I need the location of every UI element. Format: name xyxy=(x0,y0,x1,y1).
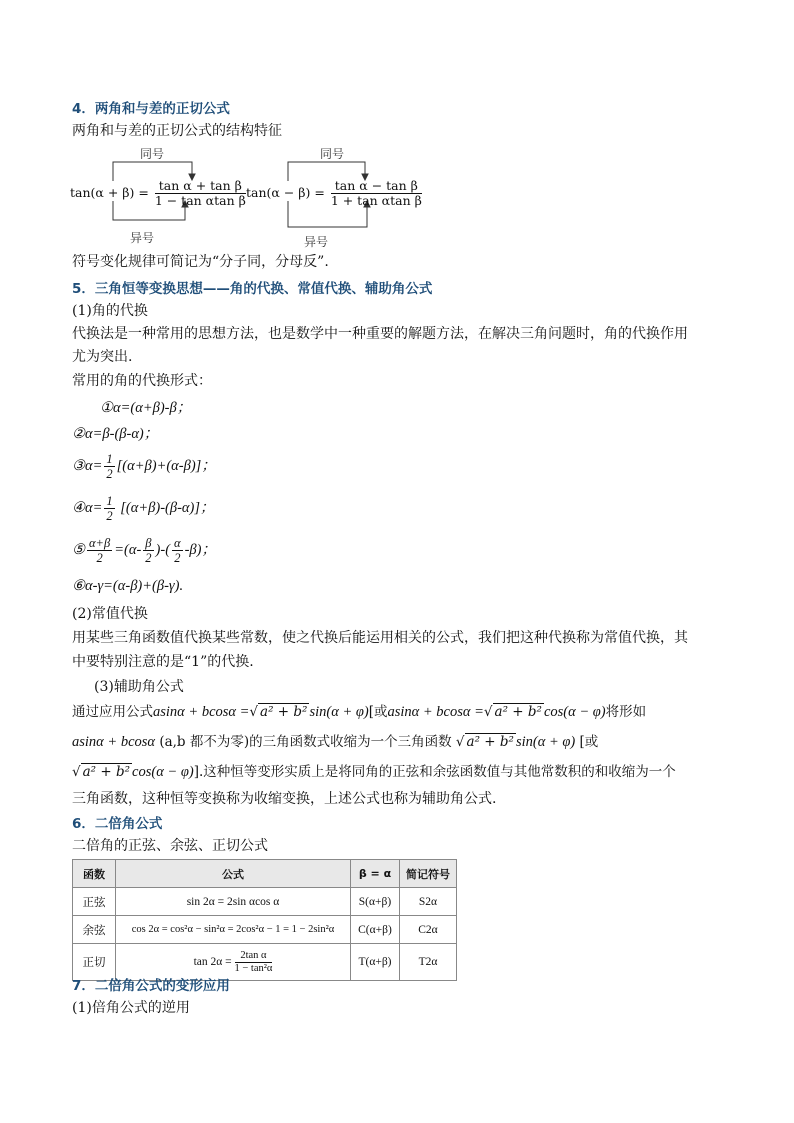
p3-sqrt-2: a² + b² xyxy=(494,704,542,720)
form-4-fraction xyxy=(104,494,114,523)
form-3-fraction xyxy=(104,452,114,481)
row-tangent-function: 正切 xyxy=(73,944,116,981)
p3-mid: [或 xyxy=(368,704,388,720)
angle-substitution-title: (1)角的代换 xyxy=(72,303,148,319)
p3-formula-2: asinα + bcosα = xyxy=(387,704,484,720)
same-sign-label-left: 同号 xyxy=(140,147,165,161)
p5-sqrt: a² + b² xyxy=(82,764,131,780)
tan-sum-formula xyxy=(70,179,248,208)
section-7-heading: 7．二倍角公式的变形应用 xyxy=(72,978,230,994)
tan-sum-numerator: tan α + tan β xyxy=(155,179,246,194)
double-angle-reverse-title: (1)倍角公式的逆用 xyxy=(72,1000,190,1016)
row-sine-sub: S(α+β) xyxy=(351,888,400,916)
tan-diff-numerator: tan α − tan β xyxy=(331,179,422,194)
same-sign-label-right: 同号 xyxy=(320,147,345,161)
paragraph-3-line-1: 通过应用公式asinα + bcosα =√ a² + b² sin(α + φ)[或asinα + bcosα =√ a² + b² cos(α − φ)将形如 xyxy=(72,704,647,720)
tan-sum-fraction xyxy=(155,179,246,208)
form-5-fraction-3 xyxy=(172,536,183,565)
p4-end: [或 xyxy=(579,734,599,750)
table-row xyxy=(73,916,457,944)
form-5-mid-2: )-( xyxy=(155,541,171,558)
paragraph-1-line-1: 代换法是一种常用的思想方法，也是数学中一种重要的解题方法，在解决三角问题时，角的代换作用 xyxy=(72,326,688,342)
double-angle-table-grid xyxy=(72,859,457,981)
form-5-mid-1: =(α- xyxy=(114,541,142,558)
form-5-f3-den: 2 xyxy=(174,551,181,565)
auxiliary-angle-title: (3)辅助角公式 xyxy=(94,679,184,695)
form-4-lhs: ④α= xyxy=(72,499,103,516)
tan-diff-lhs: tan(α − β) = xyxy=(246,185,325,200)
tan-diff-formula xyxy=(246,179,424,208)
paragraph-2-line-2: 中要特别注意的是“1”的代换. xyxy=(72,654,254,670)
constant-substitution-title: (2)常值代换 xyxy=(72,606,148,622)
form-5-fraction-1 xyxy=(87,536,112,565)
form-3-lhs: ③α= xyxy=(72,457,103,474)
substitution-form-4 xyxy=(72,494,215,523)
tangent-formula-lhs: tan 2α = xyxy=(193,955,232,968)
table-header-row xyxy=(73,860,457,888)
header-formula: 公式 xyxy=(116,860,351,888)
form-5-fraction-2 xyxy=(143,536,153,565)
form-4-rhs: [(α+β)-(β-α)]； xyxy=(120,499,215,516)
form-4-den: 2 xyxy=(106,509,113,523)
p5-formula-tail: cos(α − φ) xyxy=(132,764,194,780)
substitution-form-6: ⑥α-γ=(α-β)+(β-γ). xyxy=(72,578,184,594)
form-5-rhs: -β)； xyxy=(184,541,216,558)
form-3-num: 1 xyxy=(106,452,113,466)
form-5-f1-num: α+β xyxy=(89,536,111,550)
p4-mid: (a,b 都不为零)的三角函数式收缩为一个三角函数 xyxy=(159,734,452,750)
row-tangent-sub: T(α+β) xyxy=(351,944,400,981)
p3-formula-1: asinα + bcosα = xyxy=(153,704,250,720)
paragraph-1-line-2: 尤为突出. xyxy=(72,349,133,365)
diff-sign-label-left: 异号 xyxy=(130,231,155,245)
form-3-rhs: [(α+β)+(α-β)]； xyxy=(116,457,216,474)
section-4-heading: 4．两角和与差的正切公式 xyxy=(72,101,230,117)
form-5-f1-den: 2 xyxy=(96,551,103,565)
row-sine-formula: sin 2α = 2sin αcos α xyxy=(116,888,351,916)
header-function: 函数 xyxy=(73,860,116,888)
sign-rule-note: 符号变化规律可简记为“分子同，分母反”. xyxy=(72,254,329,270)
header-symbol: 简记符号 xyxy=(400,860,457,888)
p3-sqrt-1: a² + b² xyxy=(260,704,308,720)
p5-rest: ].这种恒等变形实质上是将同角的正弦和余弦函数值与其他常数积的和收缩为一个 xyxy=(193,764,676,780)
tangent-formula-num: 2tan α xyxy=(235,950,273,963)
form-5-f2-num: β xyxy=(145,536,152,550)
tan-sum-lhs: tan(α + β) = xyxy=(70,185,149,200)
form-5-marker: ⑤ xyxy=(72,541,85,558)
substitution-form-1: ①α=(α+β)-β； xyxy=(100,400,192,416)
paragraph-2-line-1: 用某些三角函数值代换某些常数，使之代换后能运用相关的公式，我们把这种代换称为常值代换，其 xyxy=(72,630,688,646)
diff-sign-label-right: 异号 xyxy=(304,235,329,249)
section-6-intro: 二倍角的正弦、余弦、正切公式 xyxy=(72,838,268,854)
p3-formula-2-tail: cos(α − φ) xyxy=(543,704,606,720)
tan-sum-denominator: 1 − tan αtan β xyxy=(154,193,246,208)
form-5-f2-den: 2 xyxy=(145,551,152,565)
section-6-heading: 6．二倍角公式 xyxy=(72,816,163,832)
substitution-form-2: ②α=β-(β-α)； xyxy=(72,426,159,442)
p3-end: 将形如 xyxy=(605,704,647,720)
tangent-formula-den: 1 − tan²α xyxy=(234,962,273,974)
section-4-intro: 两角和与差的正切公式的结构特征 xyxy=(72,123,282,139)
row-sine-function: 正弦 xyxy=(73,888,116,916)
paragraph-3-line-4: 三角函数，这种恒等变换称为收缩变换，上述公式也称为辅助角公式. xyxy=(72,791,497,807)
p3-formula-1-tail: sin(α + φ) xyxy=(309,704,369,720)
tan-diff-denominator: 1 + tan αtan β xyxy=(330,193,422,208)
row-sine-symbol: S2α xyxy=(400,888,457,916)
paragraph-3-line-2: asinα + bcosα (a,b 都不为零)的三角函数式收缩为一个三角函数 √ a² + b² sin(α + φ) [或 xyxy=(72,734,599,750)
form-3-den: 2 xyxy=(106,467,113,481)
row-cosine-symbol: C2α xyxy=(400,916,457,944)
tangent-structure-diagram xyxy=(68,143,422,249)
row-cosine-function: 余弦 xyxy=(73,916,116,944)
row-cosine-formula: cos 2α = cos²α − sin²α = 2cos²α − 1 = 1 − 2sin²α xyxy=(116,916,351,944)
header-beta-alpha: β = α xyxy=(351,860,400,888)
row-tangent-symbol: T2α xyxy=(400,944,457,981)
paragraph-3-line-3: √ a² + b² cos(α − φ)].这种恒等变形实质上是将同角的正弦和余弦函数值与其他常数积的和收缩为一个 xyxy=(72,764,676,780)
substitution-form-5 xyxy=(72,536,216,565)
p4-formula: asinα + bcosα xyxy=(72,734,156,750)
section-5-heading: 5．三角恒等变换思想——角的代换、常值代换、辅助角公式 xyxy=(72,281,433,297)
p4-formula-tail: sin(α + φ) xyxy=(515,734,576,750)
substitution-form-3 xyxy=(72,452,216,481)
form-5-f3-num: α xyxy=(174,536,181,550)
tan-diff-fraction xyxy=(331,179,422,208)
tangent-formula-fraction xyxy=(235,950,273,975)
paragraph-1-line-3: 常用的角的代换形式： xyxy=(72,373,212,389)
p3-prefix: 通过应用公式 xyxy=(72,704,153,720)
table-row xyxy=(73,888,457,916)
form-4-num: 1 xyxy=(106,494,113,508)
p4-sqrt: a² + b² xyxy=(466,734,514,750)
row-cosine-sub: C(α+β) xyxy=(351,916,400,944)
double-angle-table xyxy=(72,859,457,981)
